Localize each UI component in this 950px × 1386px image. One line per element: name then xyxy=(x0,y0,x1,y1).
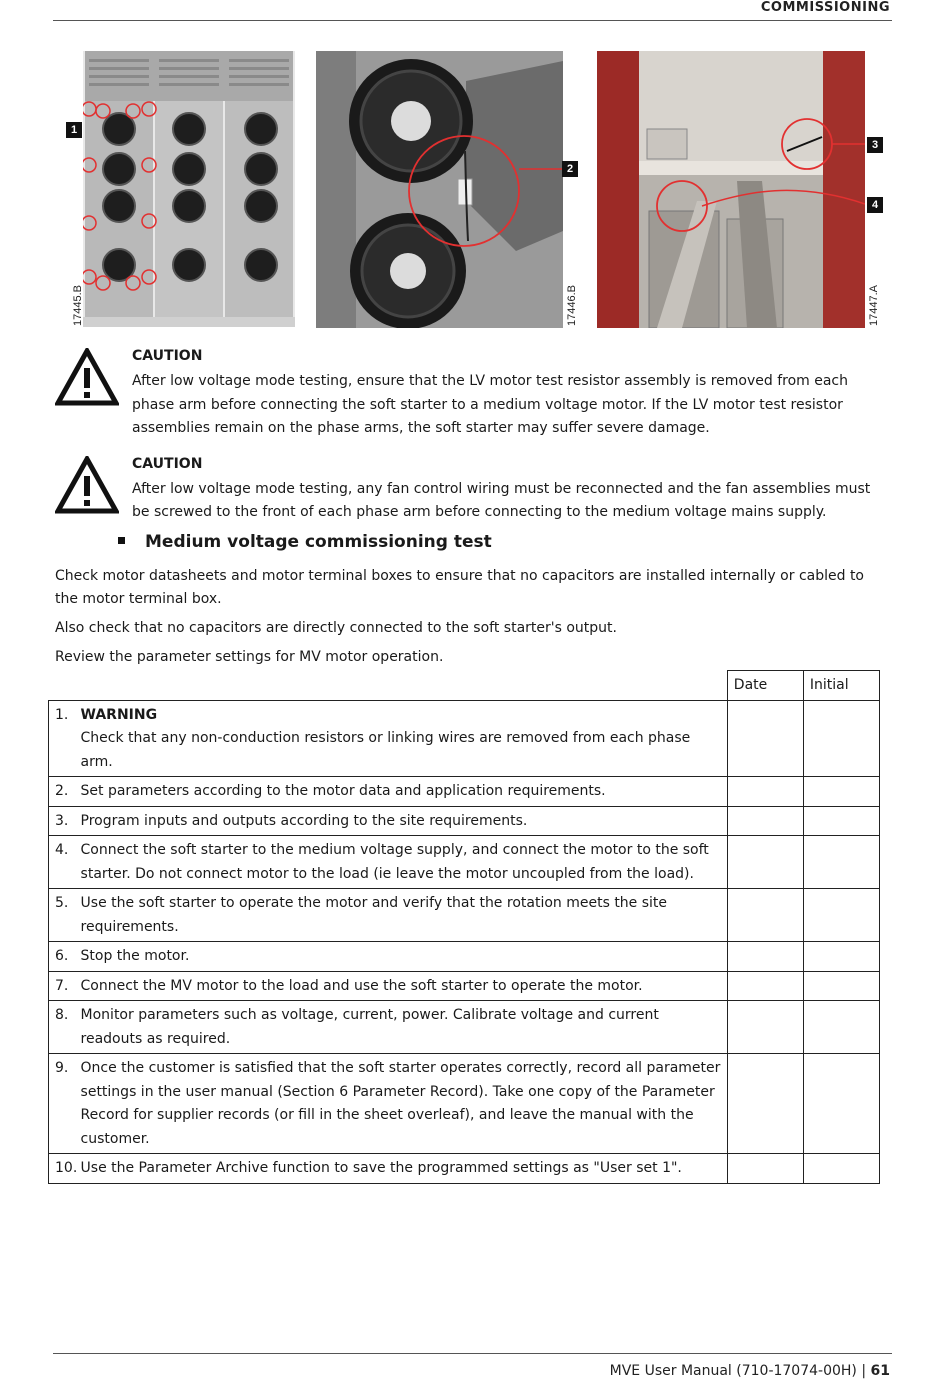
step-text: Use the soft starter to operate the motor and verify that the rotation meets the site requirements. xyxy=(79,889,728,942)
figure-capacitor-photo xyxy=(597,51,865,328)
manual-reference: MVE User Manual (710-17074-00H) | xyxy=(609,1363,871,1379)
date-cell[interactable] xyxy=(727,806,803,836)
fan-bottom xyxy=(350,213,466,328)
date-cell[interactable] xyxy=(727,836,803,889)
step-text: Stop the motor. xyxy=(79,942,728,972)
table-row xyxy=(49,889,880,942)
table-row xyxy=(49,971,880,1001)
section-heading xyxy=(118,532,492,552)
initial-cell[interactable] xyxy=(803,942,879,972)
caution-notice xyxy=(55,456,895,526)
table-header-row xyxy=(49,671,880,701)
callout-marker: 1 xyxy=(66,122,82,138)
step-number: 3. xyxy=(49,806,79,836)
table-row xyxy=(49,1001,880,1054)
paragraph: Check motor datasheets and motor terminal boxes to ensure that no capacitors are installed internally or cabled to the motor terminal box. xyxy=(55,568,864,607)
step-text: Program inputs and outputs according to the site requirements. xyxy=(79,806,728,836)
page-number: 61 xyxy=(870,1363,890,1379)
step-number: 6. xyxy=(49,942,79,972)
section-heading-text: Medium voltage commissioning test xyxy=(145,532,492,552)
initial-cell[interactable] xyxy=(803,1154,879,1184)
date-cell[interactable] xyxy=(727,971,803,1001)
caution-body: After low voltage mode testing, any fan control wiring must be reconnected and the fan assemblies must be screwed to the front of each phase arm before connecting to the medium voltage mains supply. xyxy=(132,481,871,520)
step-number: 4. xyxy=(49,836,79,889)
footer-rule xyxy=(53,1353,892,1354)
caution-title: CAUTION xyxy=(132,456,203,472)
table-row xyxy=(49,1154,880,1184)
callout-marker: 2 xyxy=(562,161,578,177)
initial-cell[interactable] xyxy=(803,1054,879,1154)
table-row xyxy=(49,836,880,889)
initial-cell[interactable] xyxy=(803,889,879,942)
fan-top xyxy=(349,59,473,183)
column-header-initial: Initial xyxy=(803,671,879,701)
header-rule xyxy=(53,20,892,21)
date-cell[interactable] xyxy=(727,1154,803,1184)
step-text: Monitor parameters such as voltage, current, power. Calibrate voltage and current readouts as required. xyxy=(79,1001,728,1054)
step-text: Set parameters according to the motor data and application requirements. xyxy=(79,777,728,807)
caution-notice xyxy=(55,348,895,444)
figure-fan-wiring-photo xyxy=(316,51,563,328)
paragraph: Also check that no capacitors are directly connected to the soft starter's output. xyxy=(55,620,617,636)
initial-cell[interactable] xyxy=(803,700,879,777)
running-header: COMMISSIONING xyxy=(760,0,890,15)
warning-title: WARNING xyxy=(80,706,158,723)
callout-marker: 4 xyxy=(867,197,883,213)
page-footer xyxy=(610,1363,890,1379)
table-row xyxy=(49,777,880,807)
table-row xyxy=(49,1054,880,1154)
caution-body: After low voltage mode testing, ensure that the LV motor test resistor assembly is removed from each phase arm before connecting the soft starter to a medium voltage motor. If the LV motor test resistor assemblies remain on the phase arms, the soft starter may suffer severe damage. xyxy=(132,373,848,436)
table-row xyxy=(49,942,880,972)
square-bullet-icon xyxy=(118,537,125,544)
caution-title: CAUTION xyxy=(132,348,203,364)
date-cell[interactable] xyxy=(727,1054,803,1154)
initial-cell[interactable] xyxy=(803,836,879,889)
column-header-date: Date xyxy=(727,671,803,701)
date-cell[interactable] xyxy=(727,700,803,777)
step-text: Connect the MV motor to the load and use the soft starter to operate the motor. xyxy=(79,971,728,1001)
step-text: Once the customer is satisfied that the soft starter operates correctly, record all parameter settings in the user manual (Section 6 Parameter Record). Take one copy of the Parameter Record for supplier records (or fill in the sheet overleaf), and leave the manual with the customer. xyxy=(79,1054,728,1154)
figure-code: 17445.B xyxy=(72,285,84,326)
initial-cell[interactable] xyxy=(803,806,879,836)
figure-code: 17446.B xyxy=(566,285,578,326)
table-row xyxy=(49,700,880,777)
table-row xyxy=(49,806,880,836)
date-cell[interactable] xyxy=(727,777,803,807)
date-cell[interactable] xyxy=(727,942,803,972)
warning-triangle-icon xyxy=(55,348,119,406)
step-text: Connect the soft starter to the medium voltage supply, and connect the motor to the soft starter. Do not connect motor to the load (ie leave the motor uncoupled from the load). xyxy=(79,836,728,889)
initial-cell[interactable] xyxy=(803,1001,879,1054)
callout-marker: 3 xyxy=(867,137,883,153)
figure-phase-arms-photo xyxy=(83,51,295,327)
step-number: 9. xyxy=(49,1054,79,1154)
commissioning-checklist-table xyxy=(48,670,880,1184)
initial-cell[interactable] xyxy=(803,971,879,1001)
step-number: 1. xyxy=(49,700,79,777)
date-cell[interactable] xyxy=(727,1001,803,1054)
step-number: 7. xyxy=(49,971,79,1001)
step-number: 2. xyxy=(49,777,79,807)
date-cell[interactable] xyxy=(727,889,803,942)
initial-cell[interactable] xyxy=(803,777,879,807)
figure-code: 17447.A xyxy=(868,285,880,326)
step-number: 10. xyxy=(49,1154,79,1184)
paragraph: Review the parameter settings for MV motor operation. xyxy=(55,649,444,665)
step-text: Check that any non-conduction resistors or linking wires are removed from each phase arm. xyxy=(80,730,691,770)
step-text: Use the Parameter Archive function to save the programmed settings as "User set 1". xyxy=(79,1154,728,1184)
step-number: 8. xyxy=(49,1001,79,1054)
warning-triangle-icon xyxy=(55,456,119,514)
step-number: 5. xyxy=(49,889,79,942)
